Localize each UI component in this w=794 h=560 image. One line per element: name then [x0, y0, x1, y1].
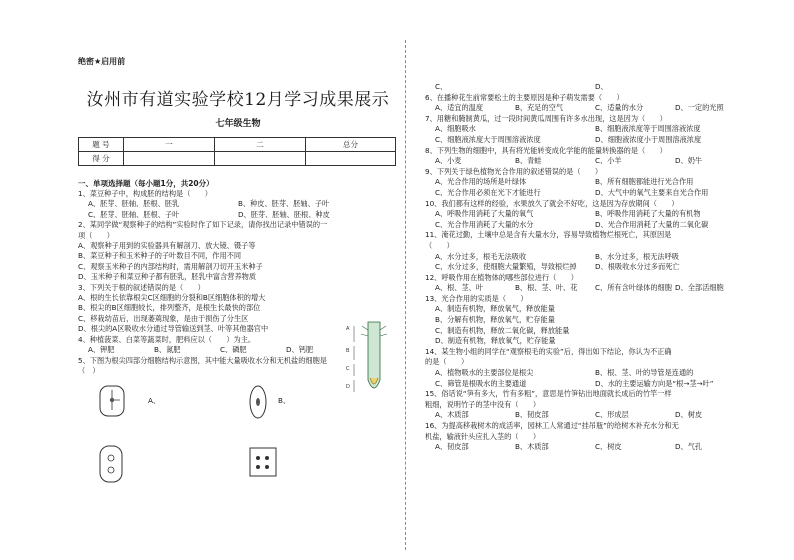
option-b-label: B、 [278, 396, 291, 406]
question-stem: 项（ ） [78, 230, 114, 240]
option-row [425, 82, 785, 93]
option[interactable]: D、胚芽、胚轴、胚根、种皮 [238, 209, 330, 219]
option[interactable]: D、光合作用消耗了大量的二氧化碳 [595, 219, 709, 229]
option-row [425, 209, 785, 220]
option[interactable]: B、根、茎、叶、花 [515, 283, 578, 293]
question-stem: 8、下列生物的细胞中，具有将光能转变成化学能的能量转换器的是（ ） [425, 145, 667, 155]
option[interactable]: D、钙肥 [286, 345, 314, 355]
option-row [425, 124, 785, 135]
option[interactable]: B、细胞液浓度等于周围溶液浓度 [595, 124, 701, 134]
option[interactable]: D、大气中的氧气主要来自光合作用 [595, 187, 709, 197]
option[interactable]: C、光合作用必须在光下才能进行 [435, 187, 541, 197]
question-stem: 7、用糖和腌制黄瓜，过一段时间黄瓜周围有许多水出现，这是因为（ ） [425, 113, 667, 123]
option-row [425, 410, 785, 421]
option[interactable]: A、小麦 [435, 156, 462, 166]
question-stem: C、移栽幼苗后，出现萎蔫现象，是由于损伤了分生区 [78, 313, 249, 323]
secret-label: 绝密★启用前 [78, 57, 126, 66]
root-cap-cell-icon [98, 444, 124, 484]
option[interactable]: A、韧皮部 [435, 442, 469, 452]
option-row [425, 326, 785, 337]
score-table [78, 137, 396, 166]
option[interactable]: B、青蛙 [515, 156, 542, 166]
option[interactable]: A、根、茎、叶 [435, 283, 484, 293]
option-a-label: A、 [148, 396, 161, 406]
option[interactable]: D、根吸收水分过多而死亡 [595, 262, 680, 272]
option[interactable]: D、气孔 [675, 442, 703, 452]
option-row [425, 336, 785, 347]
option[interactable]: D、水的主要运输方向是“根→茎→叶” [595, 378, 714, 388]
option[interactable]: C、光合作用消耗了大量的水分 [435, 219, 534, 229]
option[interactable]: B、水分过多，根无法呼吸 [595, 251, 679, 261]
score-cell [306, 152, 396, 166]
question-stem: 9、下列关于绿色植物光合作用的叙述错误的是（ ） [425, 166, 603, 176]
question-stem: 的是（ ） [425, 357, 469, 367]
option-row [425, 252, 785, 263]
option[interactable]: D、制造有机物，释放氧气，贮存能量 [435, 336, 556, 346]
option-row [425, 442, 785, 453]
option[interactable]: A、细胞吸水 [435, 124, 476, 134]
question-stem: 粗细，说明竹子的茎中没有（ ） [425, 399, 541, 409]
score-cell [215, 152, 306, 166]
score-cell: 题 号 [79, 138, 124, 152]
option[interactable]: B、韧皮部 [515, 410, 549, 420]
question-stem: D、玉米种子和菜豆种子都有胚乳，胚乳中富含营养物质 [78, 272, 257, 282]
option-row [425, 283, 785, 294]
option[interactable]: B、木质部 [515, 442, 549, 452]
option[interactable]: A、适宜的温度 [435, 103, 484, 113]
option[interactable]: D、全部活细胞 [675, 283, 724, 293]
diagram-label: B [346, 348, 350, 354]
option-row [425, 103, 785, 114]
meristem-cell-icon [248, 446, 278, 478]
option[interactable]: B、根、茎、叶的导管是连通的 [595, 368, 694, 378]
option[interactable]: C、细胞液浓度大于周围溶液浓度 [435, 134, 541, 144]
option[interactable]: A、木质部 [435, 410, 469, 420]
option[interactable]: B、充足的空气 [515, 103, 564, 113]
option-row [425, 135, 785, 146]
subject-title: 七年级生物 [215, 119, 261, 129]
diagram-label: C [346, 366, 350, 372]
question-stem: 12、呼吸作用在植物体的哪些部位进行（ ） [425, 272, 578, 282]
question-stem: 10、我们都有这样的经验，水果放久了就会不好吃，这是因为存放期间（ ） [425, 198, 679, 208]
option[interactable]: C、磷肥 [220, 345, 247, 355]
option-row [425, 368, 785, 379]
diagram-label: D [346, 384, 350, 390]
question-stem: 1、菜豆种子中，构成胚的结构是（ ） [78, 189, 212, 198]
score-table-row [79, 138, 396, 152]
option[interactable]: C、水分过多，使细胞大量繁殖，导致根烂掉 [435, 262, 577, 272]
option-row [425, 304, 785, 315]
option[interactable]: B、呼吸作用消耗了大量的有机物 [595, 209, 701, 219]
option-row [425, 315, 785, 326]
question-stem: 2、某同学做“观察种子的结构”实验时作了如下记录，请你找出记录中错误的一 [78, 220, 328, 230]
section-title: 一、单项选择题（每小题1分，共20分） [78, 179, 214, 188]
option[interactable]: C、胚芽、胚轴、胚根、子叶 [88, 209, 180, 219]
question-stem: A、观察种子用到的实验器具有解剖刀、放大镜、镊子等 [78, 241, 256, 251]
question-stem: B、根尖的B区细胞较长，排列整齐，是根生长最快的部位 [78, 303, 261, 313]
option[interactable]: C、小羊 [595, 156, 622, 166]
option[interactable]: A、制造有机物，释放氧气，释放能量 [435, 304, 555, 314]
question-stem: （ ） [425, 240, 454, 250]
option[interactable]: D、一定的光照 [675, 103, 724, 113]
option-row [425, 379, 785, 390]
diagram-label: A [346, 326, 350, 332]
question-stem: 4、种植菠菜、白菜等蔬菜时，肥料应以（ ）为主。 [78, 334, 256, 344]
question-stem: D、根尖的A区吸收水分通过导管输送到茎、叶等其他器官中 [78, 324, 269, 334]
root-tip-diagram [346, 320, 396, 400]
option[interactable]: D、树皮 [675, 410, 703, 420]
question-stem: 13、光合作用的实质是（ ） [425, 293, 528, 303]
question-stem: 16、为提高移栽树木的成活率，园林工人常通过“挂吊瓶”的给树木补充水分和无 [425, 421, 679, 430]
option-row [78, 199, 398, 209]
option[interactable]: C、树皮 [595, 442, 622, 452]
right-column [425, 82, 785, 453]
question-stem: 机盐，输液针头应扎入茎的（ ） [425, 431, 541, 441]
question-stem: A、根的生长依靠根尖C区细胞的分裂和B区细胞体积的增大 [78, 293, 266, 303]
option-row [425, 177, 785, 188]
option-row [78, 210, 398, 220]
option-row [425, 188, 785, 199]
root-hair-cell-icon [98, 384, 126, 418]
option-row [425, 262, 785, 273]
option[interactable]: A、钾肥 [88, 345, 115, 355]
option[interactable]: C、制造有机物，释放二氧化碳，释放能量 [435, 325, 570, 335]
option[interactable]: C、所有含叶绿体的细胞 [595, 283, 672, 293]
option[interactable]: A、光合作用的场所是叶绿体 [435, 177, 527, 187]
score-table-row [79, 152, 396, 166]
column-divider [405, 40, 406, 550]
option[interactable]: B、分解有机物，释放氧气，贮存能量 [435, 315, 555, 325]
question-stem: 6、在播种花生前常要松土的主要原因是种子萌发需要（ ） [425, 92, 624, 102]
option[interactable]: A、胚芽、胚轴、胚根、胚乳 [88, 199, 180, 209]
school-title: 汝州市有道实验学校12月学习成果展示 [86, 90, 390, 110]
question-stem: B、菜豆种子和玉米种子的子叶数目不同，作用不同 [78, 251, 242, 261]
question-stem: 3、下列关于根的叙述错误的是（ ） [78, 282, 205, 292]
question-stem: 5、下图为根尖四部分细胞结构示意图，其中能大量吸收水分和无机盐的细胞是 [78, 355, 327, 365]
option-row [425, 156, 785, 167]
option[interactable]: A、水分过多，根毛无法吸收 [435, 251, 527, 261]
left-column [78, 56, 398, 498]
option[interactable]: D、 [595, 82, 608, 91]
option[interactable]: B、所有细胞都能进行光合作用 [595, 177, 694, 187]
score-cell [124, 152, 215, 166]
question-stem: 15、俗话说“笋有多大，竹有多粗”，意思是竹笋钻出地面就长成后的竹竿一样 [425, 389, 672, 399]
option[interactable]: A、呼吸作用消耗了大量的氧气 [435, 209, 534, 219]
option[interactable]: B、种皮、胚芽、胚轴、子叶 [238, 199, 330, 209]
right-question-list [425, 82, 785, 453]
score-cell: 一 [124, 138, 215, 152]
question-stem: 14、某生物小组的同学在“观察根毛的实验”后，得出如下结论，你认为不正确 [425, 346, 672, 356]
score-cell: 得 分 [79, 152, 124, 166]
option[interactable]: D、奶牛 [675, 156, 703, 166]
option[interactable]: C、筛管是根吸水的主要通道 [435, 378, 527, 388]
score-cell: 总分 [306, 138, 396, 152]
question-stem: C、观察玉米种子的内部结构时，需用解剖刀切开玉米种子 [78, 261, 263, 271]
question-stem: （ ） [78, 365, 100, 375]
option[interactable]: D、细胞液浓度小于周围溶液浓度 [595, 134, 702, 144]
option[interactable]: C、形成层 [595, 410, 629, 420]
elongation-cell-icon [248, 384, 268, 420]
option[interactable]: B、氮肥 [154, 345, 181, 355]
option[interactable]: A、植物吸水的主要部位是根尖 [435, 368, 534, 378]
score-cell: 二 [215, 138, 306, 152]
question-stem: 11、淹花过勤，土壤中总是含有大量水分，容易导致植物烂根死亡，其原因是 [425, 230, 672, 240]
option[interactable]: C、 [435, 82, 448, 91]
option-row [425, 220, 785, 231]
option[interactable]: C、适量的水分 [595, 103, 644, 113]
